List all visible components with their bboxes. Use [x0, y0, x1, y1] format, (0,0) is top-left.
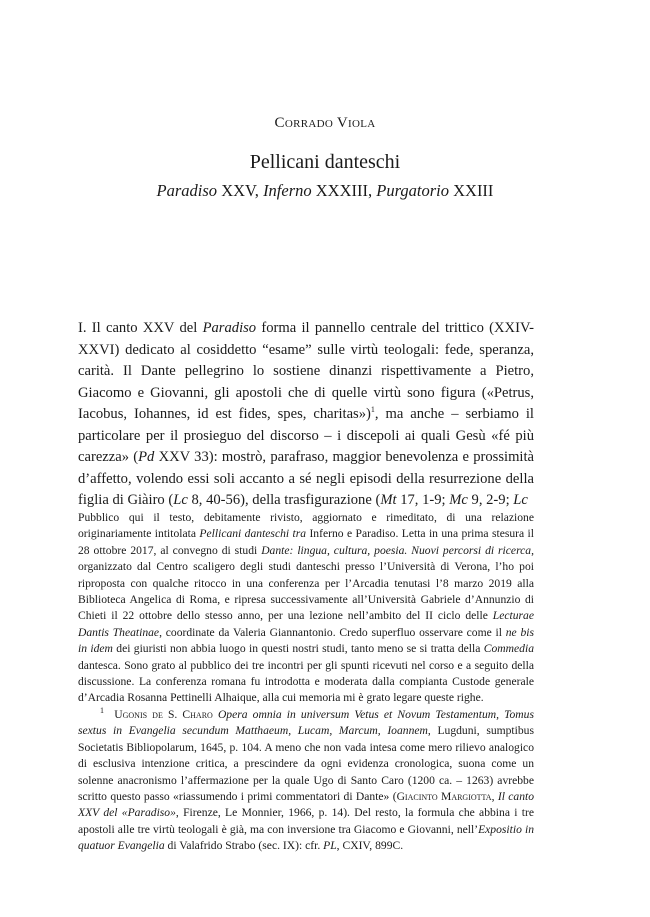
subtitle-part: XXXIII,: [311, 181, 377, 200]
body-text-italic: Mt: [380, 492, 397, 508]
subtitle-part: XXV,: [217, 181, 264, 200]
note-text: Inferno e Paradiso. Letta in una prima stesura il 28 ottobre 2017, al convegno di studi: [78, 527, 534, 557]
footnote-text: , Firenze, Le Monnier, 1966, p. 14). Del resto, la formula che abbina i tre apostoli alle tre virtù teologali è già, ma con inversione tra Giacomo e Giovanni, nell’: [78, 806, 535, 836]
footnote-text-italic: PL: [323, 839, 337, 853]
footnote-text: di Valafrido Strabo (sec. IX): cfr.: [164, 839, 324, 853]
body-text-italic: Lc: [173, 492, 188, 508]
article-title: Pellicani danteschi: [249, 151, 401, 173]
body-text-italic: Paradiso: [202, 320, 257, 336]
footnote-text: , Lugduni, sumptibus Societatis Bibliopolarum, 1645, p. 104. A meno che non vada intesa come mero rilievo analogico di esclusiva intenzione critica, a prescindere da ogni evidenza cronologica, suona come un solenne anacronismo l’affermazione per la quale Ugo di Santo Caro (1200 ca. – 1263) avrebbe scritto questo passo «riassumendo i primi commentatori di Dante» (: [78, 724, 534, 803]
body-text-italic: Mc: [449, 492, 468, 508]
note-text: , organizzato dal Centro scaligero degli studi danteschi presso l’Università di Verona, l’ho poi riproposta con qualche ritocco in una conferenza per l’Arcadia tenutasi l’8 marzo 2019 alla Biblioteca Angelica di Roma, e ripresa successivamente all’Università Gabriele d’Annunzio di Chieti il 22 ottobre dello stesso anno, per una lezione nell’ambito del II ciclo delle: [78, 543, 534, 623]
footnote-text-italic: Opera omnia in universum Vetus et Novum Testamentum, Tomus sextus in Evangelia secundum Matthaeum, Lucam, Marcum, Ioannem: [78, 707, 534, 738]
note-text-italic: Pellicani danteschi tra: [199, 527, 307, 541]
note-text: Pubblico qui il testo, debitamente rivisto, aggiornato e rimeditato, di una relazione originariamente intitolata: [78, 511, 534, 541]
subtitle-part: Paradiso: [156, 181, 218, 200]
footnote-number: 1: [100, 706, 104, 716]
footnote-author: Ugonis de S. Charo: [114, 707, 213, 721]
footnote-text-italic: Expositio in quatuor Evangelia: [78, 822, 534, 853]
footnote-ref: 1: [370, 405, 375, 415]
body-text: XXV 33): mostrò, parafraso, maggior benevolenza e prossimità d’affetto, volendo essi soli accanto a sé negli episodi della resurrezione della figlia di Giàiro (: [78, 449, 535, 508]
subtitle-part: Inferno: [263, 181, 312, 200]
notes-section: [78, 510, 534, 855]
body-text-italic: Lc: [513, 492, 528, 508]
body-text: I. Il canto XXV del: [78, 320, 203, 336]
body-text-italic: Pd: [138, 449, 155, 465]
note-text-italic: Dante: lingua, cultura, poesia. Nuovi percorsi di ricerca: [261, 543, 532, 557]
footnote-author: Giacinto Margiotta: [396, 789, 492, 803]
footnote-text-italic: Il canto XXV del «Paradiso»: [78, 789, 535, 820]
subtitle-part: XXIII: [448, 181, 494, 200]
body-text: forma il pannello centrale del trittico (XXIV-XXVI) dedicato al cosiddetto “esame” sulle virtù teologali: fede, speranza, carità. Il Dante pellegrino lo sostiene dinanzi rispettivamente a Pietro, Giacomo e Giovanni, gli apostoli che di quelle virtù sono figura («Petrus, Iacobus, Iohannes, id est fides, spes, charitas»): [78, 320, 535, 422]
subtitle-part: Purgatorio: [376, 181, 449, 200]
footnote-1: [78, 707, 534, 855]
body-paragraph: [78, 318, 534, 512]
body-text: 17, 1-9;: [396, 492, 450, 508]
body-text: , ma anche – serbiamo il particolare per il prosieguo del discorso – i discepoli ai quali Gesù «fé più carezza» (: [78, 406, 534, 465]
note-text-italic: Commedia: [483, 642, 535, 656]
article-subtitle: [0, 181, 650, 201]
footnote-text: , CXIV, 899C.: [336, 839, 404, 853]
note-text: dantesca. Sono grato al pubblico dei tre incontri per gli spunti ricevuti nel corso e a seguito della discussione. La conferenza romana fu introdotta e moderata dalla compianta Custode generale d’Arcadia Rosanna Pettinelli Alhaique, alla cui memoria mi è grato legare queste righe.: [78, 658, 534, 705]
note-text: dei giuristi non abbia luogo in questi nostri studi, tanto meno se si tratta della: [112, 642, 484, 656]
note-text-italic: ne bis in idem: [78, 625, 534, 656]
body-text: 9, 2-9;: [467, 492, 514, 508]
body-text: 8, 40-56), della trasfigurazione (: [187, 492, 381, 508]
footnote-text: ,: [491, 789, 498, 803]
unnumbered-note: [78, 510, 534, 707]
author-name: Corrado Viola: [274, 115, 376, 131]
note-text: , coordinate da Valeria Giannantonio. Credo superfluo osservare come il: [159, 625, 506, 639]
note-text-italic: Lecturae Dantis Theatinae: [78, 609, 534, 639]
